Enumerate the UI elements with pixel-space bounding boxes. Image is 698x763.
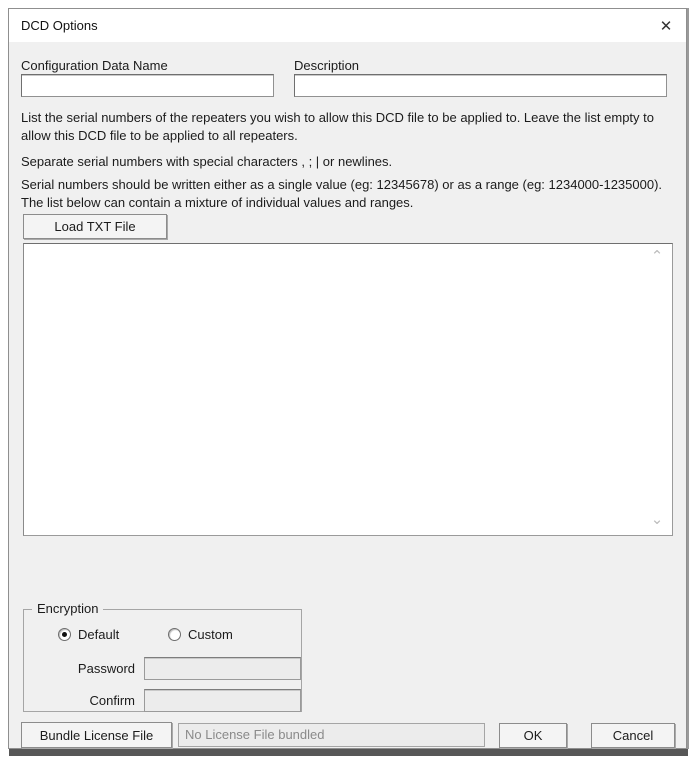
close-icon[interactable]: ✕ xyxy=(652,13,680,38)
config-name-input[interactable] xyxy=(21,74,274,97)
bundle-license-file-button[interactable]: Bundle License File xyxy=(21,722,172,748)
radio-custom[interactable] xyxy=(168,627,233,642)
serial-list-container xyxy=(23,243,673,536)
cancel-button[interactable]: Cancel xyxy=(591,723,675,748)
encryption-group xyxy=(23,601,302,712)
password-label: Password xyxy=(77,661,135,676)
instructions-para-2: Separate serial numbers with special characters , ; | or newlines. xyxy=(21,154,393,169)
description-label: Description xyxy=(294,58,360,73)
encryption-legend: Encryption xyxy=(32,601,103,616)
instructions-para-3: Serial numbers should be written either as a single value (eg: 12345678) or as a range (eg: 1234000-1235000). The list below can contain a mixture of individual values and ranges. xyxy=(21,177,663,210)
license-status-field: No License File bundled xyxy=(178,723,485,747)
radio-custom-label: Custom xyxy=(188,627,233,642)
ok-button[interactable]: OK xyxy=(499,723,567,748)
instructions-para-1: List the serial numbers of the repeaters you wish to allow this DCD file to be applied to. Leave the list empty to allow this DCD file to be applied to all repeaters. xyxy=(21,110,654,143)
load-txt-file-button[interactable]: Load TXT File xyxy=(23,214,167,239)
radio-default-circle xyxy=(58,628,71,641)
dcd-options-dialog xyxy=(8,8,687,749)
radio-default[interactable] xyxy=(58,627,119,642)
config-name-label: Configuration Data Name xyxy=(21,58,168,73)
scroll-down-icon[interactable]: ⌄ xyxy=(650,511,664,528)
confirm-input[interactable] xyxy=(144,689,301,712)
serial-list-textarea[interactable] xyxy=(24,244,672,535)
title-bar xyxy=(9,9,686,42)
password-input[interactable] xyxy=(144,657,301,680)
radio-default-label: Default xyxy=(78,627,120,642)
description-input[interactable] xyxy=(294,74,667,97)
scroll-up-icon[interactable]: ⌃ xyxy=(650,248,664,265)
radio-custom-circle xyxy=(168,628,181,641)
window-title: DCD Options xyxy=(21,18,98,33)
confirm-label: Confirm xyxy=(89,693,135,708)
